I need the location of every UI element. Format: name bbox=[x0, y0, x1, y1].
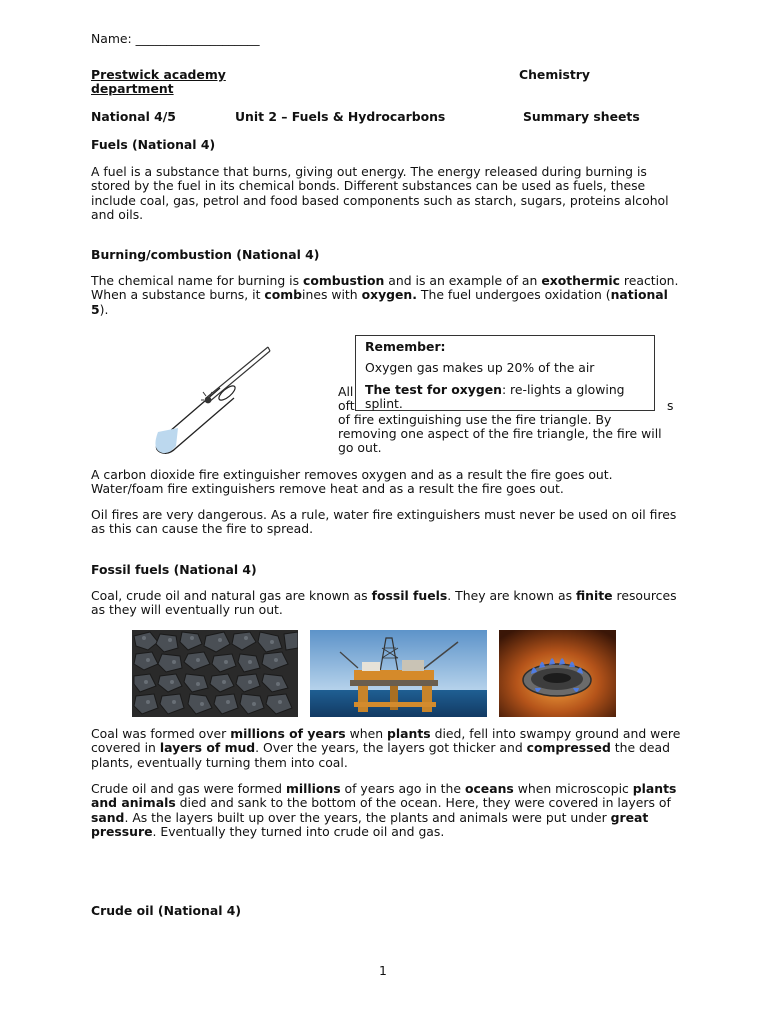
department-word: Chemistry bbox=[519, 67, 590, 82]
header-underline-gap bbox=[252, 68, 518, 82]
doc-type-label: Summary sheets bbox=[523, 109, 640, 124]
coal-photo bbox=[132, 630, 298, 717]
remember-title: Remember: bbox=[365, 339, 446, 354]
gas-flame-photo bbox=[499, 630, 616, 717]
oil-fire-paragraph: Oil fires are very dangerous. As a rule, water fire extinguishers must never be used on oil fires as this can cause the fire to spread. bbox=[91, 507, 677, 537]
name-field-line: Name: ____________________ bbox=[91, 31, 260, 46]
co2-extinguisher-paragraph: A carbon dioxide fire extinguisher removes oxygen and as a result the fire goes out. Water/foam fire extinguishers remove heat and as a result the fire goes out. bbox=[91, 467, 613, 497]
test-tube-splint-icon bbox=[148, 340, 278, 455]
combustion-paragraph: The chemical name for burning is combustion and is an example of an exothermic reaction. When a substance burns, it combines with oxygen. The fuel undergoes oxidation (national 5). bbox=[91, 273, 679, 317]
fuels-heading: Fuels (National 4) bbox=[91, 137, 216, 152]
combustion-heading: Burning/combustion (National 4) bbox=[91, 247, 320, 262]
fire-triangle-line-3: go out. bbox=[338, 440, 382, 455]
remember-box bbox=[355, 335, 655, 411]
page-number: 1 bbox=[379, 963, 387, 978]
unit-line bbox=[91, 110, 691, 125]
remember-oxygen-fact: Oxygen gas makes up 20% of the air bbox=[365, 360, 595, 376]
fire-triangle-line-1: of fire extinguishing use the fire triangle. By bbox=[338, 412, 612, 427]
level-label: National 4/5 bbox=[91, 109, 176, 124]
school-name: Prestwick academy bbox=[91, 67, 226, 82]
unit-title: Unit 2 – Fuels & Hydrocarbons bbox=[235, 109, 446, 124]
coal-formation-paragraph: Coal was formed over millions of years when plants died, fell into swampy ground and were covered in layers of mud. Over the years, the layers got thicker and compressed the dead plants, eventually turning them into coal. bbox=[91, 726, 681, 770]
oil-rig-photo bbox=[310, 630, 487, 717]
crude-oil-heading: Crude oil (National 4) bbox=[91, 903, 242, 918]
hidden-text-fragment-1: All bbox=[338, 384, 354, 399]
hidden-text-fragment-3: s bbox=[667, 398, 674, 413]
fossil-fuels-paragraph: Coal, crude oil and natural gas are known as fossil fuels. They are known as finite resources as they will eventually run out. bbox=[91, 588, 677, 618]
fire-triangle-line-2: removing one aspect of the fire triangle, the fire will bbox=[338, 426, 662, 441]
fossil-fuels-heading: Fossil fuels (National 4) bbox=[91, 562, 257, 577]
document-header bbox=[91, 68, 691, 97]
remember-oxygen-test: The test for oxygen: re-lights a glowing splint. bbox=[365, 381, 625, 412]
oil-gas-formation-paragraph: Crude oil and gas were formed millions of years ago in the oceans when microscopic plants and animals died and sank to the bottom of the ocean. Here, they were covered in layers of sand. As the layers built up over the years, the plants and animals were put under great pressure. Eventually they turned into crude oil and gas. bbox=[91, 781, 677, 840]
hidden-text-fragment-2: oft bbox=[338, 398, 355, 413]
fuels-paragraph: A fuel is a substance that burns, giving out energy. The energy released during burning is stored by the fuel in its chemical bonds. Different substances can be used as fuels, these include coal, gas, petrol and food based components such as starch, sugars, proteins alcohol and oils. bbox=[91, 164, 669, 223]
department-rest: department bbox=[91, 81, 174, 97]
